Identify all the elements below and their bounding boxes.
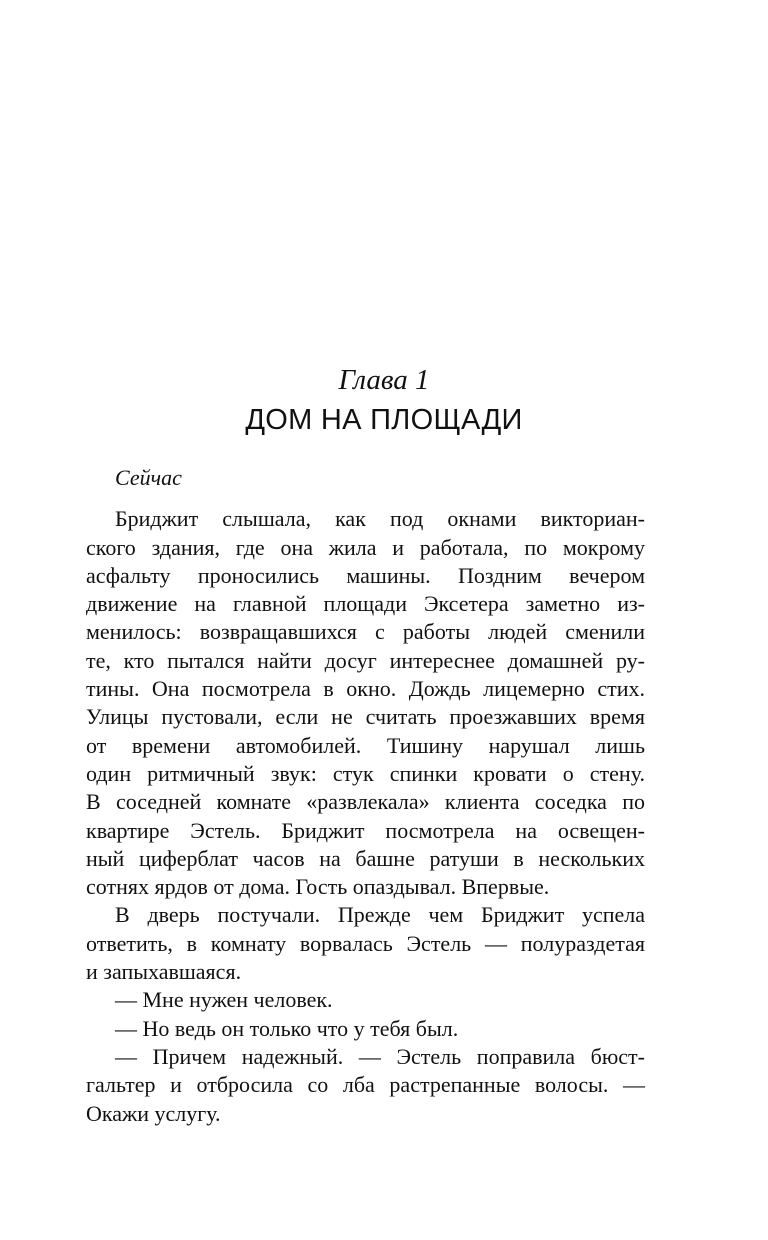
chapter-label: Глава 1 — [338, 364, 430, 396]
text-line: — Причем надежный. — Эстель поправила бюст- — [115, 1043, 645, 1069]
text-line: Бриджит слышала, как под окнами викториан- — [115, 506, 645, 532]
section-label: Сейчас — [115, 465, 182, 490]
text-line: и запыхавшаяся. — [86, 959, 242, 985]
text-line: менилось: возвращавшихся с работы людей сменили — [86, 619, 645, 645]
chapter-title: ДОМ НА ПЛОЩАДИ — [245, 404, 523, 436]
dialogue-line-1 — [86, 986, 645, 1014]
text-line: те, кто пытался найти досуг интереснее домашней ру- — [86, 647, 645, 673]
text-line: один ритмичный звук: стук спинки кровати о стену. — [86, 760, 645, 786]
text-line: от времени автомобилей. Тишину нарушал лишь — [86, 732, 645, 758]
text-line: квартире Эстель. Бриджит посмотрела на освещен- — [86, 817, 645, 843]
text-line: — Но ведь он только что у тебя был. — [115, 1015, 459, 1041]
text-line: сотнях ярдов от дома. Гость опаздывал. Впервые. — [86, 874, 550, 900]
text-line: Улицы пустовали, если не считать проезжавших время — [86, 704, 645, 730]
paragraph-1 — [86, 505, 645, 901]
text-line: асфальту проносились машины. Поздним вечером — [86, 562, 645, 588]
text-line: тины. Она посмотрела в окно. Дождь лицемерно стих. — [86, 676, 645, 702]
text-line: В дверь постучали. Прежде чем Бриджит успела — [115, 902, 645, 928]
text-line: Окажи услугу. — [86, 1100, 221, 1126]
text-line: ный циферблат часов на башне ратуши в нескольких — [86, 845, 645, 871]
text-line: В соседней комнате «развлекала» клиента соседка по — [86, 789, 645, 815]
text-line: гальтер и отбросила со лба растрепанные волосы. — — [86, 1072, 645, 1098]
text-line: — Мне нужен человек. — [115, 987, 333, 1013]
body-text — [86, 464, 645, 1128]
text-line: движение на главной площади Эксетера заметно из- — [86, 591, 645, 617]
paragraph-2 — [86, 901, 645, 986]
text-line: ответить, в комнату ворвалась Эстель — полураздетая — [86, 930, 645, 956]
dialogue-line-3 — [86, 1043, 645, 1128]
text-line: ского здания, где она жила и работала, по мокрому — [86, 534, 645, 560]
dialogue-line-2 — [86, 1015, 645, 1043]
